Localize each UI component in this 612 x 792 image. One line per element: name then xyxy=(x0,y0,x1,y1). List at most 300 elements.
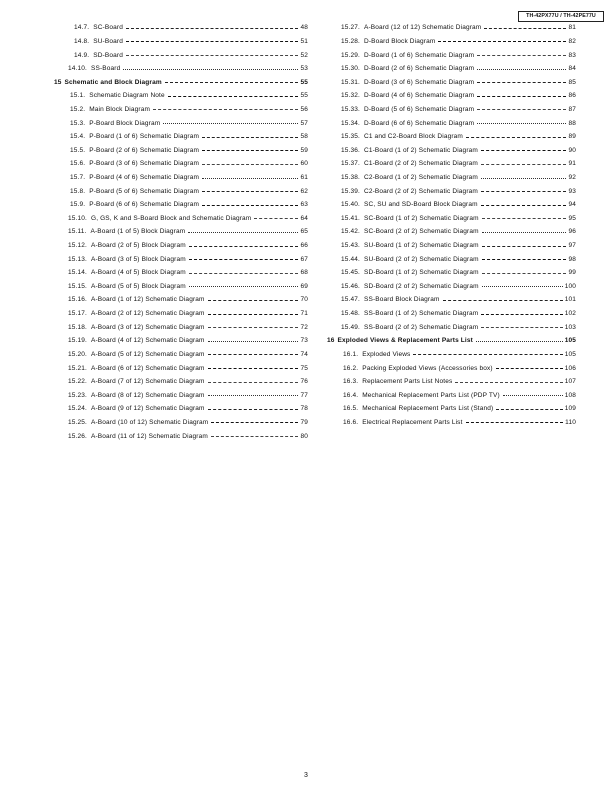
toc-entry-title: Mechanical Replacement Parts List (PDP TV) xyxy=(362,391,500,399)
toc-entry-number: 15.2. xyxy=(70,105,86,113)
toc-entry[interactable] xyxy=(327,21,576,35)
toc-entry[interactable] xyxy=(54,280,308,294)
toc-entry-number: 15.33. xyxy=(341,105,360,113)
toc-entry-page: 96 xyxy=(568,228,576,236)
toc-entry-title: Schematic Diagram Note xyxy=(89,92,165,100)
toc-entry-number: 15.8. xyxy=(70,187,86,195)
toc-entry-title: C1 and C2-Board Block Diagram xyxy=(363,133,463,141)
toc-entry-number: 15.40. xyxy=(341,201,360,209)
toc-leader-line xyxy=(163,123,298,124)
toc-entry-number: 14.7. xyxy=(74,24,90,32)
toc-entry[interactable] xyxy=(327,388,576,402)
toc-entry-title: A-Board (1 of 12) Schematic Diagram xyxy=(90,296,205,304)
toc-leader-line xyxy=(482,232,567,233)
toc-entry[interactable] xyxy=(54,143,308,157)
toc-entry[interactable] xyxy=(54,429,308,443)
toc-entry-number: 15.5. xyxy=(70,146,86,154)
toc-section-entry[interactable] xyxy=(54,75,308,89)
toc-leader-line xyxy=(153,109,298,110)
toc-leader-line xyxy=(477,123,566,124)
toc-entry-page: 59 xyxy=(300,146,308,154)
toc-entry-title: Main Block Diagram xyxy=(89,105,151,113)
toc-entry[interactable] xyxy=(327,361,576,375)
toc-entry[interactable] xyxy=(327,280,576,294)
toc-entry[interactable] xyxy=(327,103,576,117)
toc-entry-title: C2-Board (1 of 2) Schematic Diagram xyxy=(363,174,478,181)
toc-entry-title: SD-Board (2 of 2) Schematic Diagram xyxy=(363,282,479,290)
toc-entry-title: Schematic and Block Diagram xyxy=(64,78,162,86)
toc-entry[interactable] xyxy=(54,62,308,76)
toc-entry-number: 15.42. xyxy=(341,228,360,236)
toc-leader-line xyxy=(208,382,299,383)
toc-leader-line xyxy=(208,341,299,342)
toc-leader-line xyxy=(482,259,567,260)
model-number-box: TH-42PX77U / TH-42PE77U xyxy=(518,11,604,22)
toc-entry[interactable] xyxy=(54,252,308,266)
toc-leader-line xyxy=(481,205,567,206)
toc-entry-number: 15.16. xyxy=(68,296,87,304)
toc-entry-page: 98 xyxy=(568,255,576,263)
toc-entry-page: 91 xyxy=(568,160,576,168)
toc-entry-title: Packing Exploded Views (Accessories box) xyxy=(362,364,493,372)
toc-entry-title: D-Board (3 of 6) Schematic Diagram xyxy=(363,78,475,86)
toc-entry-page: 74 xyxy=(300,350,308,358)
toc-entry-title: C1-Board (1 of 2) Schematic Diagram xyxy=(363,146,478,154)
toc-entry-number: 15.14. xyxy=(68,269,87,277)
toc-entry-number: 15.17. xyxy=(68,310,87,318)
toc-entry-page: 87 xyxy=(568,105,576,113)
toc-entry-title: SC-Board xyxy=(93,24,123,32)
toc-entry-number: 15.11. xyxy=(68,228,87,236)
toc-entry-page: 52 xyxy=(300,51,308,59)
toc-leader-line xyxy=(189,286,299,287)
toc-entry-number: 15.32. xyxy=(341,92,360,100)
toc-entry-page: 48 xyxy=(300,24,308,32)
toc-entry[interactable] xyxy=(327,157,576,171)
toc-entry[interactable] xyxy=(54,239,308,253)
toc-entry-number: 15.9. xyxy=(70,201,86,209)
toc-entry[interactable] xyxy=(54,130,308,144)
toc-leader-line xyxy=(484,28,566,29)
toc-leader-line xyxy=(481,191,566,192)
toc-leader-line xyxy=(466,422,564,423)
toc-entry-title: P-Board Block Diagram xyxy=(89,119,161,127)
toc-entry-page: 97 xyxy=(568,242,576,250)
toc-entry-page: 61 xyxy=(300,174,308,181)
toc-entry-number: 15.36. xyxy=(341,146,360,154)
toc-leader-line xyxy=(208,368,299,369)
toc-entry-title: A-Board (4 of 12) Schematic Diagram xyxy=(90,337,205,345)
toc-entry-number: 15.25. xyxy=(68,418,87,426)
toc-entry-title: A-Board (6 of 12) Schematic Diagram xyxy=(90,364,205,372)
toc-entry-title: D-Board (2 of 6) Schematic Diagram xyxy=(363,65,475,73)
toc-entry-title: A-Board (11 of 12) Schematic Diagram xyxy=(90,432,208,440)
toc-entry-page: 82 xyxy=(568,37,576,45)
toc-entry[interactable] xyxy=(327,116,576,130)
toc-entry-page: 58 xyxy=(300,133,308,141)
toc-entry-title: D-Board (6 of 6) Schematic Diagram xyxy=(363,119,475,127)
toc-entry-title: C1-Board (2 of 2) Schematic Diagram xyxy=(363,160,478,168)
toc-entry[interactable] xyxy=(327,143,576,157)
toc-entry-title: P-Board (5 of 6) Schematic Diagram xyxy=(89,187,200,195)
toc-entry-title: P-Board (6 of 6) Schematic Diagram xyxy=(89,201,200,209)
toc-leader-line xyxy=(202,205,298,206)
toc-leader-line xyxy=(202,164,298,165)
toc-leader-line xyxy=(482,246,567,247)
toc-entry-number: 15.6. xyxy=(70,160,86,168)
toc-entry-number: 15.45. xyxy=(341,269,360,277)
toc-entry[interactable] xyxy=(54,416,308,430)
toc-entry-title: SD-Board xyxy=(93,51,123,59)
toc-entry[interactable] xyxy=(327,252,576,266)
toc-entry-number: 15.24. xyxy=(68,405,87,413)
page-number: 3 xyxy=(304,772,308,779)
toc-entry-page: 93 xyxy=(568,187,576,195)
toc-entry-title: D-Board (4 of 6) Schematic Diagram xyxy=(363,92,475,100)
toc-leader-line xyxy=(208,354,299,355)
toc-entry-page: 81 xyxy=(568,24,576,32)
toc-entry[interactable] xyxy=(54,171,308,185)
toc-entry-title: G, GS, K and S-Board Block and Schematic Diagram xyxy=(90,214,252,222)
toc-entry-page: 51 xyxy=(300,37,308,45)
toc-leader-line xyxy=(477,69,566,70)
toc-entry[interactable] xyxy=(327,375,576,389)
toc-entry-page: 72 xyxy=(300,323,308,331)
toc-leader-line xyxy=(189,273,299,274)
toc-entry[interactable] xyxy=(54,402,308,416)
toc-entry-number: 15.37. xyxy=(341,160,360,168)
toc-entry[interactable] xyxy=(327,198,576,212)
toc-entry[interactable] xyxy=(54,35,308,49)
toc-entry-page: 76 xyxy=(300,378,308,386)
toc-entry-number: 14.10. xyxy=(68,65,87,73)
toc-entry-title: SS-Board (2 of 2) Schematic Diagram xyxy=(363,323,479,331)
toc-leader-line xyxy=(482,218,567,219)
toc-entry-page: 67 xyxy=(300,255,308,263)
toc-leader-line xyxy=(126,28,299,29)
toc-entry-page: 84 xyxy=(568,65,576,73)
toc-leader-line xyxy=(413,354,562,355)
toc-entry-page: 57 xyxy=(300,119,308,127)
toc-entry-title: SS-Board xyxy=(90,65,121,73)
toc-entry-number: 16 xyxy=(327,337,335,345)
toc-leader-line xyxy=(189,246,299,247)
toc-entry-number: 15 xyxy=(54,78,62,86)
toc-entry[interactable] xyxy=(54,320,308,334)
toc-entry-number: 15.23. xyxy=(68,391,87,399)
toc-entry-page: 92 xyxy=(568,174,576,181)
toc-entry-page: 94 xyxy=(568,201,576,209)
toc-entry[interactable] xyxy=(54,157,308,171)
toc-entry[interactable] xyxy=(54,334,308,348)
toc-entry-title: SD-Board (1 of 2) Schematic Diagram xyxy=(363,269,479,277)
toc-entry-number: 15.12. xyxy=(68,242,87,250)
toc-leader-line xyxy=(443,300,563,301)
toc-entry-page: 108 xyxy=(564,391,576,399)
toc-entry[interactable] xyxy=(327,89,576,103)
toc-entry[interactable] xyxy=(327,184,576,198)
toc-leader-line xyxy=(481,164,566,165)
toc-entry[interactable] xyxy=(54,388,308,402)
toc-leader-line xyxy=(496,409,562,410)
toc-leader-line xyxy=(481,178,566,179)
toc-entry[interactable] xyxy=(327,307,576,321)
toc-leader-line xyxy=(477,55,566,56)
toc-entry-page: 77 xyxy=(300,391,308,399)
toc-leader-line xyxy=(202,150,298,151)
toc-entry-number: 15.49. xyxy=(341,323,360,331)
toc-entry[interactable] xyxy=(54,375,308,389)
toc-entry-number: 15.21. xyxy=(68,364,87,372)
toc-entry-number: 15.15. xyxy=(68,282,87,290)
toc-entry-number: 15.46. xyxy=(341,282,360,290)
toc-leader-line xyxy=(165,82,299,83)
toc-entry-title: A-Board (10 of 12) Schematic Diagram xyxy=(90,418,209,426)
toc-entry[interactable] xyxy=(327,75,576,89)
toc-entry[interactable] xyxy=(54,361,308,375)
toc-entry-number: 15.18. xyxy=(68,323,87,331)
toc-leader-line xyxy=(482,286,563,287)
toc-entry[interactable] xyxy=(327,239,576,253)
toc-entry[interactable] xyxy=(54,266,308,280)
toc-leader-line xyxy=(477,96,566,97)
toc-entry-page: 80 xyxy=(300,432,308,440)
toc-leader-line xyxy=(202,191,298,192)
toc-entry[interactable] xyxy=(54,307,308,321)
toc-entry-number: 15.22. xyxy=(68,378,87,386)
toc-entry-title: Replacement Parts List Notes xyxy=(362,378,453,386)
toc-entry-page: 85 xyxy=(568,78,576,86)
toc-entry-title: A-Board (12 of 12) Schematic Diagram xyxy=(363,24,482,32)
toc-entry[interactable] xyxy=(327,130,576,144)
toc-section-entry[interactable] xyxy=(327,334,576,348)
toc-entry-title: A-Board (5 of 5) Block Diagram xyxy=(90,282,186,290)
toc-entry[interactable] xyxy=(54,89,308,103)
toc-entry-page: 103 xyxy=(564,323,576,331)
toc-entry-title: Mechanical Replacement Parts List (Stand) xyxy=(362,405,494,413)
toc-entry-page: 95 xyxy=(568,214,576,222)
toc-entry-page: 53 xyxy=(300,65,308,73)
toc-entry[interactable] xyxy=(327,402,576,416)
toc-leader-line xyxy=(211,422,298,423)
toc-entry-page: 105 xyxy=(564,337,576,345)
toc-entry[interactable] xyxy=(54,103,308,117)
toc-entry-title: A-Board (2 of 5) Block Diagram xyxy=(90,242,186,250)
toc-entry-page: 70 xyxy=(300,296,308,304)
toc-entry-page: 55 xyxy=(300,78,308,86)
toc-leader-line xyxy=(503,395,563,396)
toc-entry-title: A-Board (4 of 5) Block Diagram xyxy=(90,269,186,277)
toc-entry-number: 15.13. xyxy=(68,255,87,263)
toc-entry[interactable] xyxy=(327,266,576,280)
toc-entry-number: 15.27. xyxy=(341,24,360,32)
toc-entry-number: 15.31. xyxy=(341,78,360,86)
toc-entry[interactable] xyxy=(54,293,308,307)
toc-entry-title: SU-Board xyxy=(93,37,123,45)
toc-entry-page: 55 xyxy=(300,92,308,100)
toc-leader-line xyxy=(254,218,298,219)
toc-entry-number: 16.2. xyxy=(343,364,359,372)
toc-entry-page: 71 xyxy=(300,310,308,318)
toc-entry-title: C2-Board (2 of 2) Schematic Diagram xyxy=(363,187,478,195)
toc-entry-title: SC-Board (2 of 2) Schematic Diagram xyxy=(363,228,479,236)
toc-leader-line xyxy=(208,300,299,301)
toc-leader-line xyxy=(208,395,299,396)
toc-leader-line xyxy=(477,109,566,110)
toc-entry-number: 15.30. xyxy=(341,65,360,73)
toc-entry-number: 16.1. xyxy=(343,350,359,358)
toc-entry-title: D-Board Block Diagram xyxy=(363,37,436,45)
toc-leader-line xyxy=(211,436,299,437)
toc-entry[interactable] xyxy=(327,171,576,185)
toc-entry-title: P-Board (3 of 6) Schematic Diagram xyxy=(89,160,200,168)
toc-entry-page: 65 xyxy=(300,228,308,236)
toc-leader-line xyxy=(208,327,299,328)
toc-entry-number: 16.5. xyxy=(343,405,359,413)
toc-entry-title: A-Board (3 of 5) Block Diagram xyxy=(90,255,186,263)
toc-entry-page: 68 xyxy=(300,269,308,277)
toc-entry-title: SS-Board (1 of 2) Schematic Diagram xyxy=(363,310,479,318)
toc-entry[interactable] xyxy=(327,48,576,62)
toc-entry-page: 66 xyxy=(300,242,308,250)
toc-entry-title: SC, SU and SD-Board Block Diagram xyxy=(363,201,478,209)
toc-entry-page: 99 xyxy=(568,269,576,277)
toc-entry[interactable] xyxy=(54,184,308,198)
toc-leader-line xyxy=(496,368,563,369)
toc-entry[interactable] xyxy=(327,35,576,49)
toc-entry[interactable] xyxy=(54,48,308,62)
toc-entry-page: 90 xyxy=(568,146,576,154)
toc-leader-line xyxy=(438,41,566,42)
toc-entry-number: 15.43. xyxy=(341,242,360,250)
toc-entry-number: 15.47. xyxy=(341,296,360,304)
toc-entry-number: 15.34. xyxy=(341,119,360,127)
toc-entry-title: D-Board (1 of 6) Schematic Diagram xyxy=(363,51,475,59)
toc-entry-title: A-Board (1 of 5) Block Diagram xyxy=(90,228,186,236)
toc-entry[interactable] xyxy=(327,416,576,430)
toc-entry-title: SC-Board (1 of 2) Schematic Diagram xyxy=(363,214,479,222)
toc-entry[interactable] xyxy=(327,320,576,334)
toc-entry-page: 73 xyxy=(300,337,308,345)
toc-entry-page: 105 xyxy=(564,350,576,358)
toc-entry-title: Exploded Views & Replacement Parts List xyxy=(337,337,473,345)
toc-leader-line xyxy=(189,259,299,260)
toc-entry-title: D-Board (5 of 6) Schematic Diagram xyxy=(363,105,475,113)
toc-entry-title: A-Board (8 of 12) Schematic Diagram xyxy=(90,391,205,399)
toc-entry-number: 15.26. xyxy=(68,432,87,440)
toc-leader-line xyxy=(455,382,562,383)
toc-entry-title: Electrical Replacement Parts List xyxy=(362,418,463,426)
toc-entry-title: P-Board (1 of 6) Schematic Diagram xyxy=(89,133,200,141)
toc-entry-number: 16.3. xyxy=(343,378,359,386)
toc-leader-line xyxy=(481,314,562,315)
toc-entry-number: 14.8. xyxy=(74,37,90,45)
toc-entry-page: 79 xyxy=(300,418,308,426)
toc-entry-title: A-Board (9 of 12) Schematic Diagram xyxy=(90,405,205,413)
toc-entry-number: 15.48. xyxy=(341,310,360,318)
toc-leader-line xyxy=(126,55,299,56)
toc-entry[interactable] xyxy=(54,21,308,35)
toc-leader-line xyxy=(466,137,566,138)
toc-leader-line xyxy=(126,41,299,42)
toc-entry-title: SS-Board Block Diagram xyxy=(363,296,440,304)
toc-entry-number: 16.4. xyxy=(343,391,359,399)
toc-entry[interactable] xyxy=(54,198,308,212)
toc-leader-line xyxy=(188,232,298,233)
toc-leader-line xyxy=(476,341,563,342)
toc-entry-title: P-Board (2 of 6) Schematic Diagram xyxy=(89,146,200,154)
toc-entry[interactable] xyxy=(327,212,576,226)
toc-leader-line xyxy=(208,314,299,315)
toc-entry-number: 15.38. xyxy=(341,174,360,181)
toc-entry-title: A-Board (2 of 12) Schematic Diagram xyxy=(90,310,205,318)
toc-leader-line xyxy=(123,69,298,70)
toc-leader-line xyxy=(482,273,567,274)
toc-entry-page: 78 xyxy=(300,405,308,413)
toc-entry-page: 100 xyxy=(564,282,576,290)
toc-entry-page: 107 xyxy=(564,378,576,386)
toc-entry-title: A-Board (7 of 12) Schematic Diagram xyxy=(90,378,205,386)
toc-entry-page: 63 xyxy=(300,201,308,209)
toc-entry-page: 60 xyxy=(300,160,308,168)
toc-entry-number: 15.19. xyxy=(68,337,87,345)
toc-entry-number: 15.44. xyxy=(341,255,360,263)
toc-entry-number: 15.35. xyxy=(341,133,360,141)
toc-entry[interactable] xyxy=(54,116,308,130)
toc-leader-line xyxy=(168,96,299,97)
toc-entry-number: 15.20. xyxy=(68,350,87,358)
toc-column-left xyxy=(54,21,308,443)
toc-entry-page: 102 xyxy=(564,310,576,318)
toc-entry-page: 110 xyxy=(565,418,576,426)
toc-entry-page: 64 xyxy=(300,214,308,222)
toc-entry-number: 15.28. xyxy=(341,37,360,45)
toc-entry-title: A-Board (3 of 12) Schematic Diagram xyxy=(90,323,205,331)
toc-leader-line xyxy=(481,150,566,151)
toc-entry-page: 101 xyxy=(564,296,576,304)
toc-entry[interactable] xyxy=(327,225,576,239)
toc-entry-page: 89 xyxy=(568,133,576,141)
toc-entry[interactable] xyxy=(54,212,308,226)
toc-entry-title: P-Board (4 of 6) Schematic Diagram xyxy=(89,174,200,181)
toc-entry-number: 15.41. xyxy=(341,214,360,222)
toc-leader-line xyxy=(202,178,298,179)
toc-entry-number: 15.10. xyxy=(68,214,87,222)
toc-leader-line xyxy=(208,409,299,410)
toc-entry-number: 14.9. xyxy=(74,51,90,59)
toc-entry-page: 86 xyxy=(568,92,576,100)
toc-entry-number: 16.6. xyxy=(343,418,359,426)
toc-entry[interactable] xyxy=(54,348,308,362)
toc-entry-page: 83 xyxy=(568,51,576,59)
toc-entry-number: 15.7. xyxy=(70,174,86,181)
toc-entry[interactable] xyxy=(327,348,576,362)
toc-entry-page: 106 xyxy=(564,364,576,372)
toc-entry-title: SU-Board (2 of 2) Schematic Diagram xyxy=(363,255,479,263)
toc-entry-title: SU-Board (1 of 2) Schematic Diagram xyxy=(363,242,479,250)
toc-entry-number: 15.39. xyxy=(341,187,360,195)
toc-entry[interactable] xyxy=(54,225,308,239)
toc-entry-page: 56 xyxy=(300,105,308,113)
toc-entry-number: 15.4. xyxy=(70,133,86,141)
toc-entry-page: 69 xyxy=(300,282,308,290)
toc-entry[interactable] xyxy=(327,62,576,76)
toc-leader-line xyxy=(477,82,566,83)
toc-leader-line xyxy=(202,137,298,138)
toc-entry-title: A-Board (5 of 12) Schematic Diagram xyxy=(90,350,205,358)
toc-entry-title: Exploded Views xyxy=(362,350,411,358)
toc-entry[interactable] xyxy=(327,293,576,307)
